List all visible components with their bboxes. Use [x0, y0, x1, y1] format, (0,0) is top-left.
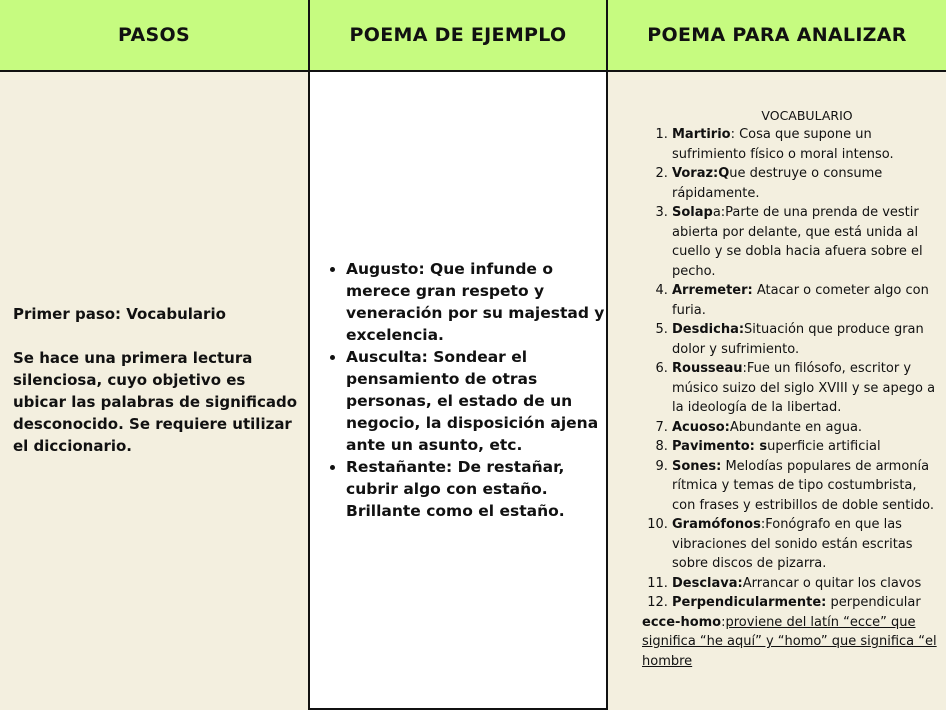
vocab-term: Perpendicularmente:	[672, 595, 827, 610]
vocab-definition: Atacar o cometer algo con furia.	[672, 283, 929, 318]
step-description: Se hace una primera lectura silenciosa, cuyo objetivo es ubicar las palabras de significado desconocido. Se requiere utilizar el diccionario.	[13, 349, 298, 455]
steps-cell	[0, 72, 308, 710]
vocab-term: Pavimento: s	[672, 439, 768, 454]
analyze-cell	[608, 72, 946, 710]
vocab-item	[672, 359, 942, 418]
vocab-definition: Situación que produce gran dolor y sufrimiento.	[672, 322, 924, 357]
vocab-item	[672, 574, 942, 594]
vocabulary-title: VOCABULARIO	[761, 108, 853, 123]
vocab-item	[672, 515, 942, 574]
vocab-term: Acuoso:	[672, 419, 730, 435]
vocab-item	[672, 437, 942, 457]
header-poema-ejemplo	[310, 0, 606, 72]
vocab-definition: Melodías populares de armonía rítmica y temas de tipo costumbrista, con frases y estribillos de doble sentido.	[672, 458, 935, 513]
vocab-item	[672, 125, 942, 164]
vocab-term: Solap	[672, 205, 713, 220]
vocab-definition: :Fonógrafo en que las vibraciones del sonido están escritas sobre discos de pizarra.	[672, 517, 913, 571]
step-title: Primer paso: Vocabulario	[13, 305, 226, 323]
example-list	[318, 258, 606, 522]
header-poema-analizar	[608, 0, 946, 72]
vocab-definition: ue destruye o consume rápidamente.	[672, 166, 883, 201]
vocab-item	[672, 320, 942, 359]
ecce-homo-colon: :	[721, 614, 726, 630]
vocab-term: Rousseau	[672, 361, 743, 376]
vocab-definition: Arrancar o quitar los clavos	[742, 575, 922, 591]
header-poema-analizar-label: POEMA PARA ANALIZAR	[647, 24, 907, 46]
vocab-definition: uperficie artificial	[767, 439, 881, 454]
vocab-definition: :Fue un filósofo, escritor y músico suizo del siglo XVIII y se apego a la ideología de la libertad.	[672, 361, 936, 415]
example-cell	[310, 72, 606, 710]
header-poema-ejemplo-label: POEMA DE EJEMPLO	[349, 24, 567, 46]
vocab-definition: a:Parte de una prenda de vestir abierta por delante, que está unida al cuello y se dobla hacia afuera sobre el pecho.	[672, 205, 923, 279]
vocab-definition: : Cosa que supone un sufrimiento físico o moral intenso.	[672, 127, 894, 162]
vocabulary-list	[614, 125, 942, 613]
header-pasos-label: PASOS	[118, 24, 190, 46]
vocab-item	[672, 593, 942, 613]
steps-text	[13, 303, 300, 479]
ecce-homo-term: ecce-homo	[642, 614, 722, 630]
vocab-item	[672, 203, 942, 281]
vocab-term: Voraz:Q	[672, 166, 730, 181]
vocab-item	[672, 418, 942, 438]
vocab-term: Arremeter:	[672, 283, 753, 298]
example-item-ausculta: • Ausculta: Sondear el pensamiento de otras personas, el estado de un negocio, la disposición ajena ante un asunto, etc.	[346, 346, 606, 456]
vocab-definition: perpendicular	[826, 595, 921, 610]
ecce-homo-note	[642, 613, 942, 672]
vocab-definition: Abundante en agua.	[729, 419, 863, 435]
vocab-term: Sones:	[672, 458, 722, 474]
vocab-item	[672, 164, 942, 203]
vocab-term: Desdicha:	[672, 322, 745, 337]
vocab-term: Gramófonos	[672, 517, 761, 532]
vocab-term: Desclava:	[672, 575, 743, 591]
vocab-item	[672, 281, 942, 320]
vocab-item	[672, 457, 942, 516]
header-pasos	[0, 0, 308, 72]
example-item-restanante: • Restañante: De restañar, cubrir algo con estaño. Brillante como el estaño.	[346, 456, 606, 522]
example-item-augusto: • Augusto: Que infunde o merece gran respeto y veneración por su majestad y excelencia.	[346, 258, 606, 346]
vocab-term: Martirio	[672, 127, 731, 142]
ecce-homo-definition: proviene del latín “ecce” que significa “he aquí” y “homo” que significa “el hombre	[642, 614, 937, 669]
